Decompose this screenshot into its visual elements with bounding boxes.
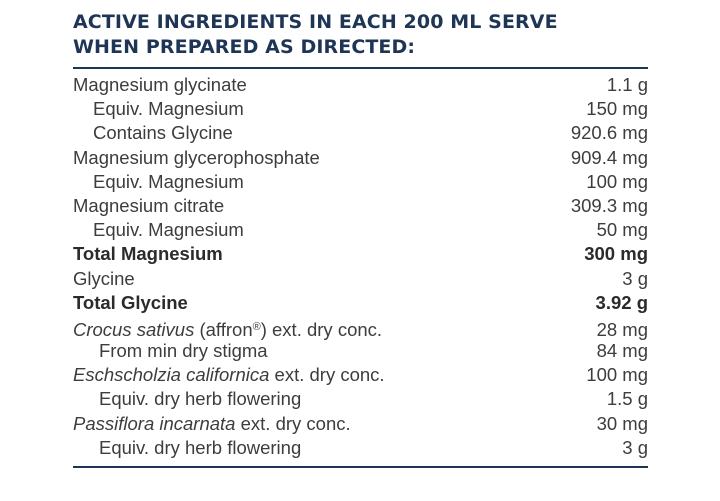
ingredient-amount: 84 mg <box>596 340 648 362</box>
heading-line-2: WHEN PREPARED AS DIRECTED: <box>73 36 416 58</box>
ingredient-name-part: (affron <box>194 318 253 340</box>
total-row <box>73 291 648 315</box>
heading-line-1: ACTIVE INGREDIENTS IN EACH 200 ML SERVE <box>73 11 558 33</box>
ingredient-name: Equiv. Magnesium <box>93 170 244 192</box>
total-name: Total Magnesium <box>73 243 223 265</box>
ingredient-amount: 28 mg <box>596 318 648 340</box>
ingredient-row <box>73 146 648 170</box>
ingredient-amount: 3 g <box>622 267 648 289</box>
ingredient-name: Glycine <box>73 267 135 289</box>
species-name: Passiflora incarnata <box>73 412 236 434</box>
total-row <box>73 242 648 266</box>
ingredient-amount: 309.3 mg <box>570 194 648 216</box>
ingredient-row <box>73 436 648 460</box>
ingredient-amount: 1.5 g <box>606 388 648 410</box>
ingredient-name: From min dry stigma <box>99 340 268 362</box>
ingredient-amount: 150 mg <box>586 98 648 120</box>
ingredient-row <box>73 387 648 411</box>
ingredient-name: Equiv. Magnesium <box>93 98 244 120</box>
ingredient-amount: 920.6 mg <box>570 122 648 144</box>
ingredient-amount: 100 mg <box>586 364 648 386</box>
ingredients-panel <box>73 0 648 468</box>
section-heading <box>73 10 648 60</box>
ingredient-row <box>73 97 648 121</box>
ingredient-row <box>73 121 648 145</box>
ingredient-name: Magnesium citrate <box>73 194 225 216</box>
ingredient-amount: 100 mg <box>586 170 648 192</box>
total-amount: 300 mg <box>584 243 648 265</box>
ingredient-amount: 909.4 mg <box>570 146 648 168</box>
ingredient-row <box>73 73 648 97</box>
total-name: Total Glycine <box>73 291 188 313</box>
ingredient-name: Equiv. Magnesium <box>93 219 244 241</box>
ingredient-row <box>73 339 648 363</box>
ingredients-table <box>73 73 648 460</box>
ingredient-row <box>73 363 648 387</box>
ingredient-name: Magnesium glycinate <box>73 74 247 95</box>
ingredient-name: Equiv. dry herb flowering <box>99 388 302 410</box>
ingredient-name-part: ext. dry conc. <box>235 412 351 434</box>
ingredient-row <box>73 412 648 436</box>
top-divider <box>73 67 648 69</box>
ingredient-amount: 1.1 g <box>606 74 648 95</box>
ingredient-amount: 3 g <box>622 436 648 458</box>
ingredient-name: Equiv. dry herb flowering <box>99 436 302 458</box>
bottom-divider <box>73 466 648 468</box>
ingredient-amount: 30 mg <box>596 412 648 434</box>
species-name: Eschscholzia californica <box>73 364 270 386</box>
ingredient-name-part: ext. dry conc. <box>269 364 385 386</box>
ingredient-amount: 50 mg <box>596 219 648 241</box>
ingredient-name <box>73 363 385 387</box>
ingredient-row <box>73 170 648 194</box>
total-amount: 3.92 g <box>595 291 648 313</box>
ingredient-row <box>73 194 648 218</box>
ingredient-name-part: ) ext. dry conc. <box>260 318 383 340</box>
ingredient-row <box>73 218 648 242</box>
ingredient-row <box>73 267 648 291</box>
ingredient-name <box>73 412 351 436</box>
ingredient-name <box>73 315 382 342</box>
ingredient-name: Magnesium glycerophosphate <box>73 146 320 168</box>
ingredient-row <box>73 315 648 339</box>
registered-mark: ® <box>252 320 261 333</box>
species-name: Crocus sativus <box>73 318 195 340</box>
ingredient-name: Contains Glycine <box>93 122 233 144</box>
